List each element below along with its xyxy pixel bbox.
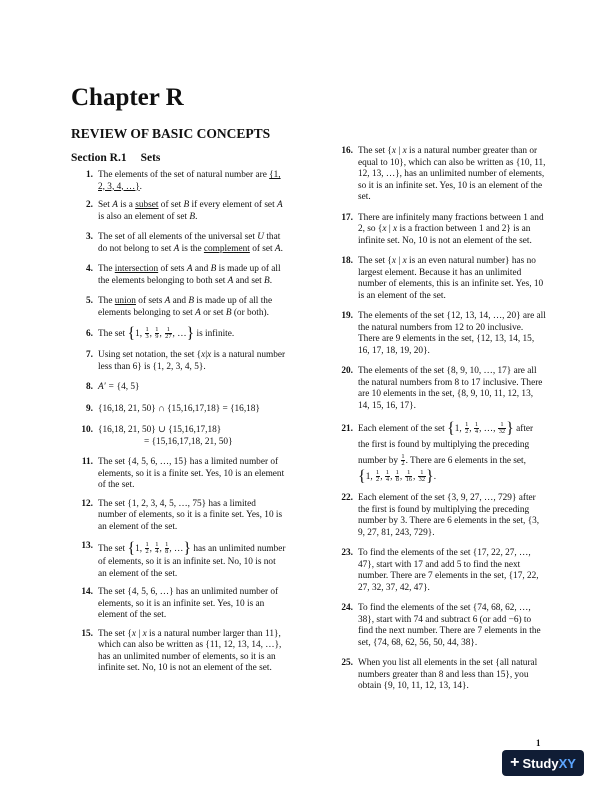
exercise-item: [71, 425, 286, 448]
item-number: 14.: [81, 587, 93, 597]
item-text: .: [280, 243, 283, 254]
var: x: [382, 224, 387, 234]
open-brace: {: [127, 325, 136, 342]
item-text: of set: [249, 243, 275, 254]
numerator: 1: [145, 540, 149, 548]
page-number: 1: [536, 738, 541, 748]
exercise-item: [71, 382, 286, 394]
item-text: |: [136, 628, 143, 639]
math-result: = {15,16,17,18, 21, 50}: [144, 436, 233, 447]
item-text: and: [170, 296, 189, 306]
section-number: Section R.1: [71, 152, 127, 164]
item-text: The set: [98, 544, 128, 554]
var: x: [131, 628, 137, 639]
item-number: 19.: [341, 311, 353, 321]
exercise-item: [71, 404, 286, 416]
numerator: 1: [385, 468, 390, 476]
close-brace: }: [183, 540, 191, 557]
item-text: The: [98, 264, 115, 274]
var: x: [201, 350, 206, 360]
item-text: Set: [98, 200, 113, 210]
item-number: 22.: [341, 493, 353, 503]
fraction: [145, 327, 149, 341]
exercise-item: [71, 457, 286, 492]
numerator: 1: [155, 325, 159, 333]
denominator: 8: [165, 548, 169, 556]
item-text: .: [433, 472, 437, 482]
item-text: that do not belong to set: [98, 232, 281, 254]
exercise-item: [331, 493, 546, 539]
math-result: {4, 5}: [116, 382, 140, 392]
exercise-item: 21. Each element of the set {1, $\frac{1}{2}$ , $\frac{1}{4}$ , …, $\frac{1}{32}$ } after the first is found by multiplying the preceding number by $\frac{1}{2}$ . There are 6 elements in the set, {1, $\frac{1}{2}$ , $\frac{1}{4}$ , $\frac{1}{8}$ , $\frac{1}{16}$ , $\frac{1}{32}$ }.: [331, 421, 546, 485]
denominator: 8: [395, 476, 399, 484]
item-number: 7.: [86, 350, 93, 360]
item-text: The elements of the set {8, 9, 10, …, 17} are all the natural numbers from 8 to 17 inclusive. There are 10 elements in the set, {8, 9, 10, 11, 12, 13, 14, 15, 16, 17}.: [358, 366, 543, 411]
item-text: after the first is found by multiplying the preceding number by: [358, 424, 534, 466]
item-number: 17.: [341, 212, 353, 223]
item-number: 12.: [81, 498, 93, 509]
var: A: [276, 200, 283, 210]
fraction: [405, 470, 412, 484]
var: B: [264, 275, 270, 286]
exercise-item: [71, 587, 286, 622]
item-text: has an unlimited number of elements, so it is an infinite set. No, 10 is not an element of the set.: [98, 544, 286, 579]
numerator: 1: [498, 422, 505, 430]
item-number: 3.: [86, 232, 93, 242]
item-number: 24.: [341, 603, 353, 613]
item-text: .: [195, 211, 198, 222]
term-intersection: intersection: [114, 264, 159, 274]
item-text: There are infinitely many fractions between 1 and 2, so {: [358, 212, 544, 234]
var: x: [142, 628, 147, 639]
item-number: 2.: [86, 200, 93, 210]
item-text: is the: [179, 243, 204, 254]
var: x: [207, 350, 212, 360]
close-brace: }: [426, 468, 434, 485]
item-number: 5.: [86, 296, 93, 306]
exercise-item: [331, 146, 546, 204]
var: x: [393, 224, 398, 234]
var: A: [112, 200, 118, 210]
item-text: Using set notation, the set {: [98, 350, 202, 360]
item-number: 1.: [86, 170, 93, 180]
item-text: |: [205, 350, 208, 360]
item-number: 15.: [81, 628, 93, 639]
item-number: 9.: [86, 403, 93, 414]
item-text: is also an element of set: [98, 211, 190, 222]
chapter-title: Chapter R: [71, 84, 184, 111]
item-text: |: [386, 224, 394, 234]
denominator: 4: [474, 428, 479, 436]
exercise-item: [331, 366, 546, 412]
close-brace: }: [186, 325, 195, 342]
var: x: [402, 146, 407, 156]
term-union: union: [114, 296, 136, 306]
item-text: or set: [200, 307, 226, 318]
var: B: [183, 200, 190, 210]
item-text: The elements of the set of natural number are: [98, 170, 270, 180]
fraction: [418, 470, 425, 484]
fraction: [376, 470, 380, 484]
denominator: 2: [145, 548, 149, 556]
set-element: 1: [135, 544, 140, 554]
denominator: 2: [401, 460, 405, 468]
numerator: 1: [405, 470, 412, 478]
math-expression: A′ =: [98, 382, 117, 392]
fraction: [395, 470, 399, 484]
denominator: 9: [155, 333, 159, 341]
item-text: The: [98, 296, 115, 306]
section-name: Sets: [140, 152, 161, 164]
item-text: of sets: [158, 264, 187, 274]
var: B: [188, 296, 195, 306]
item-text: if every element of set: [189, 200, 277, 210]
exercise-item: [71, 350, 286, 373]
fraction: [145, 542, 149, 556]
open-brace: {: [447, 420, 455, 437]
numerator: 1: [145, 325, 149, 333]
var: A: [274, 243, 281, 254]
item-text: is a: [117, 200, 136, 210]
numerator: 1: [401, 452, 405, 460]
exercise-item: [331, 256, 546, 302]
numerator: 1: [165, 327, 172, 335]
var: A: [173, 243, 180, 254]
item-text: The set {4, 5, 6, …} has an unlimited number of elements, so it is an infinite set. Yes, 10 is an element of the set.: [98, 587, 279, 620]
item-number: 25.: [341, 658, 353, 668]
item-text: is made up of all the elements belonging to set: [98, 296, 273, 318]
term-subset: subset: [135, 200, 159, 210]
fraction: [474, 422, 478, 436]
fraction: [165, 327, 172, 341]
item-text: and set: [233, 275, 265, 286]
var: B: [189, 211, 196, 222]
item-text: The set of all elements of the universal set: [98, 232, 258, 242]
exercise-item: [71, 629, 286, 675]
item-text: of sets: [135, 296, 165, 306]
item-text: |: [396, 146, 403, 156]
var: U: [257, 232, 265, 242]
item-text: When you list all elements in the set {all natural numbers greater than 8 and less than 15}, you obtain {9, 10, 11, 12, 13, 14}.: [358, 658, 538, 691]
item-number: 21.: [341, 424, 353, 434]
var: B: [225, 307, 232, 318]
ellipsis: , …: [169, 544, 184, 554]
exercise-item: 13. The set {1, $\frac{1}{2}$ , $\frac{1}{4}$ , $\frac{1}{8}$ , …} has an unlimited number of elements, so it is an infinite set. No, 10 is not an element of the set.: [71, 541, 286, 580]
open-brace: {: [358, 468, 366, 485]
item-text: is a natural number larger than 11}, which can also be written as {11, 12, 13, 14, …}, has an unlimited number of elements, so it is an infinite set. No, 10 is not an element of the set.: [98, 628, 282, 673]
denominator: 2: [465, 428, 469, 436]
item-text: is infinite.: [194, 329, 235, 339]
numerator: 1: [474, 420, 479, 428]
item-text: Each element of the set {3, 9, 27, …, 729} after the first is found by multiplying the preceding number by 3. There are 6 elements in the set, {3, 9, 27, 81, 243, 729}.: [358, 493, 540, 538]
term-complement: complement: [203, 243, 250, 254]
item-text: is made up of all the elements belonging to both set: [98, 264, 281, 286]
exercise-item: [71, 499, 286, 534]
denominator: 32: [498, 428, 506, 436]
item-text: .: [269, 275, 273, 286]
fraction: [155, 542, 159, 556]
denominator: 4: [385, 476, 390, 484]
exercise-item: [71, 200, 286, 223]
item-number: 18.: [341, 256, 353, 266]
item-text: The set {: [358, 256, 392, 266]
item-text: The set {1, 2, 3, 4, 5, …, 75} has a limited number of elements, so it is a finite set. Yes, 10 is an element of the set.: [98, 498, 283, 532]
ellipsis: , …: [172, 329, 187, 339]
numerator: 1: [165, 540, 169, 548]
logo-text: Study: [522, 755, 559, 771]
numerator: 1: [376, 468, 380, 476]
item-number: 10.: [81, 425, 93, 435]
denominator: 27: [165, 333, 172, 341]
studyxy-logo: [502, 750, 584, 776]
item-number: 16.: [341, 146, 353, 156]
item-text: is a fraction between 1 and 2} is an infinite set. No, 10 is not an element of the set.: [358, 224, 532, 246]
item-text: is a natural number greater than or equal to 10}, which can also be written as {10, 11, 12, 13, …}, has an unlimited number of elements, so it is an infinite set. Yes, 10 is an element of the set.: [358, 146, 546, 202]
set-element: 1: [454, 424, 460, 434]
item-number: 13.: [81, 541, 93, 551]
item-text: The set {: [358, 146, 392, 156]
denominator: 32: [418, 476, 426, 484]
item-text: of set: [158, 200, 184, 210]
item-text: |: [396, 256, 403, 266]
denominator: 3: [145, 333, 149, 341]
denominator: 4: [155, 548, 159, 556]
item-text: The set {4, 5, 6, …, 15} has a limited number of elements, so it is a finite set. Yes, 10 is an element of the set.: [98, 457, 285, 490]
var: x: [391, 146, 397, 156]
fraction: [385, 470, 389, 484]
exercise-item: [71, 170, 286, 193]
item-text: The set: [98, 329, 128, 339]
item-text: The set {: [98, 628, 132, 639]
var: x: [402, 256, 407, 266]
item-text: is an even natural number} has no largest element. Because it has an unlimited number of elements, this is an infinite set. Yes, 10 is an element of the set.: [358, 256, 544, 301]
item-text: Each element of the set: [358, 424, 448, 434]
natural-number-set: {1, 2, 3, 4, …}: [98, 170, 281, 192]
item-number: 20.: [341, 366, 353, 376]
numerator: 1: [418, 470, 425, 478]
exercise-item: [71, 264, 286, 287]
fraction: [498, 422, 505, 436]
numerator: 1: [155, 540, 159, 548]
item-text: To find the elements of the set {17, 22, 27, …, 47}, start with 17 and add 5 to find the next number. There are 7 elements in the set, {17, 22, 27, 32, 37, 42, 47}.: [358, 548, 539, 593]
var: B: [210, 264, 217, 274]
exercise-item: [331, 658, 546, 693]
open-brace: {: [127, 540, 136, 557]
item-text: is a natural number less than 6} is {1, 2, 3, 4, 5}.: [98, 350, 286, 372]
item-text: and: [192, 264, 211, 274]
denominator: 16: [405, 476, 412, 484]
var: A: [164, 296, 171, 306]
set-element: 1: [135, 329, 140, 339]
chapter-subtitle: REVIEW OF BASIC CONCEPTS: [71, 126, 271, 141]
item-text: .: [139, 181, 142, 192]
math-expression: {16,18, 21, 50} ∪ {15,16,17,18}: [98, 425, 222, 435]
exercise-item: [71, 296, 286, 319]
exercise-item: [331, 603, 546, 649]
item-text: (or both).: [231, 307, 269, 318]
fraction: [155, 327, 159, 341]
exercise-item: [331, 213, 546, 248]
math-expression: {16,18, 21, 50} ∩ {15,16,17,18} = {16,18}: [98, 403, 260, 414]
fraction: [401, 454, 405, 468]
fraction: [465, 422, 469, 436]
right-column: [331, 146, 546, 693]
section-heading: [71, 152, 160, 164]
logo-accent-text: XY: [558, 755, 576, 771]
item-number: 23.: [341, 548, 353, 558]
var: A: [186, 264, 193, 274]
set-element: 1: [365, 472, 371, 482]
item-number: 4.: [86, 264, 93, 274]
numerator: 1: [465, 420, 469, 428]
item-number: 11.: [81, 457, 93, 467]
left-column: [71, 170, 286, 675]
exercise-item: [331, 311, 546, 357]
item-number: 8.: [86, 382, 93, 392]
exercise-item: 6. The set {1, $\frac{1}{3}$ , $\frac{1}{9}$ , $\frac{1}{27}$ , …} is infinite.: [71, 326, 286, 342]
close-brace: }: [506, 420, 514, 437]
exercise-item: [331, 548, 546, 594]
plus-icon: +: [510, 754, 520, 771]
var: x: [391, 256, 397, 266]
ellipsis: , …,: [479, 424, 498, 434]
item-text: To find the elements of the set {74, 68, 62, …, 38}, start with 74 and subtract 6 (or add −6) to find the next number. There are 7 elements in the set, {74, 68, 62, 56, 50, 44, 38}.: [358, 603, 541, 648]
item-text: The elements of the set {12, 13, 14, …, 20} are all the natural numbers from 12 to 20 inclusive. There are 9 elements in the set, {12, 13, 14, 15, 16, 17, 18, 19, 20}.: [358, 311, 546, 356]
denominator: 2: [376, 476, 380, 484]
var: A: [227, 275, 234, 286]
item-number: 6.: [86, 329, 93, 339]
numerator: 1: [395, 468, 399, 476]
var: A: [195, 307, 201, 318]
exercise-item: [71, 232, 286, 255]
item-text: . There are 6 elements in the set,: [405, 456, 526, 466]
